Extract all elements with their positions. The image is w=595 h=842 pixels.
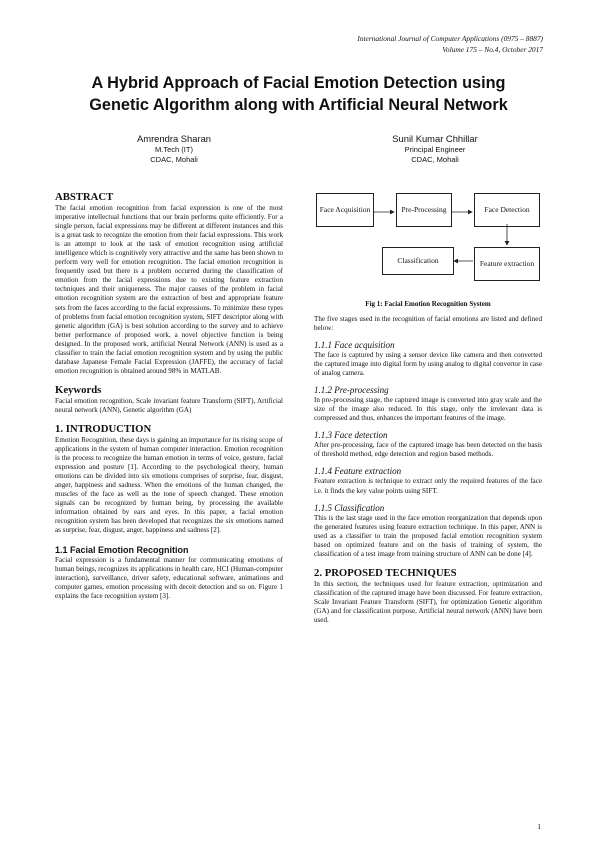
subsection-heading: 1.1.3 Face detection [314, 430, 388, 441]
subsection-heading: 1.1.4 Feature extraction [314, 466, 402, 477]
subsection-text: In pre-processing stage, the captured image is converted into gray scale and the size of the image also reduced. In this stage, only the irrelevant data is compressed and thus, enhances the important features of the image. [314, 396, 542, 423]
subsection-heading: 1.1.5 Classification [314, 502, 385, 513]
subsection-text: The face is captured by using a sensor device like camera and then converted the captured image into digital form by using analog to digital convertor in case of analog camera. [314, 351, 542, 378]
right-column [314, 301, 542, 625]
introduction-text: Emotion Recognition, these days is gaining an importance for its rising scope of applications in the system of human computer interaction. Emotion recognition is the process to recognize the human emotion in terms of voice, gesture, facial expression and posture [1]. According to the psychological theory, human emotions can be divided into six emotions comprises of surprise, fear, disgust, anger, happiness and sadness. When the emotions of the human changed, the muscles of the face as well as the tone of speech changed. These emotion signals can be recognized by human being, by processing the available information obtained by ears and eyes. In this paper, a facial emotion recognition system has been developed that recognizes the six emotions named as surprise, fear, disgust, anger, happiness and sadness [2]. [55, 435, 283, 535]
keywords-text: Facial emotion recognition, Scale invariant feature Transform (SIFT), Artificial neural network (ANN), Genetic algorithm (GA) [55, 396, 283, 414]
section-1-1-text: Facial expression is a fundamental manner for communicating emotions of human beings, recognizes its applications in health care, HCI (Human-computer interaction), surveillance, driver safety, educational software, animations and computer games, emotion processing with deceit detection and so on. Figure 1 explains the face recognition system [3]. [55, 555, 283, 600]
paper-title-line2: Genetic Algorithm along with Artificial Neural Network [89, 95, 508, 114]
journal-name: International Journal of Computer Applications (0975 – 8887) [357, 34, 543, 43]
figure-caption: Fig 1: Facial Emotion Recognition System [365, 300, 491, 308]
subsection-heading: 1.1.1 Face acquisition [314, 340, 395, 351]
section-1-1-heading: 1.1 Facial Emotion Recognition [55, 544, 189, 555]
preprocessing-box: Pre-Processing [396, 193, 452, 227]
author-name: Sunil Kumar Chhillar [392, 133, 478, 144]
left-column [55, 191, 283, 601]
abstract-heading: ABSTRACT [55, 191, 114, 203]
paper-title [46, 73, 551, 116]
stages-intro-text: The five stages used in the recognition of facial emotions are listed and defined below: [314, 315, 542, 333]
author-name: Amrendra Sharan [137, 133, 211, 144]
subsection-text: Feature extraction is technique to extract only the required features of the face i.e. it finds the key value points using SIFT. [314, 477, 542, 495]
introduction-heading: 1. INTRODUCTION [55, 422, 152, 435]
classification-box: Classification [382, 247, 454, 275]
author-title: Principal Engineer [404, 145, 466, 154]
journal-volume: Volume 175 – No.4, October 2017 [442, 44, 543, 54]
subsection-text: This is the last stage used in the face emotion reorganization that depends upon the generated features using feature extraction technique. In this paper, ANN is used as a classifier to train the proposed facial emotion recognition system based on optimized feature and on the basis of training of system, the classification of a test image from training structure of ANN can be done [4]. [314, 513, 542, 558]
author-title: M.Tech (IT) [155, 145, 193, 154]
page-number: 1 [537, 822, 541, 831]
feature-extraction-box: Feature extraction [474, 247, 540, 281]
subsection-heading: 1.1.2 Pre-processing [314, 385, 389, 396]
face-detection-box: Face Detection [474, 193, 540, 227]
abstract-text: The facial emotion recognition from facial expression is one of the most imperative intellectual functions that our brain performs quite efficiently. For a single person, facial expressions may be different at different instances and this is a great task to recognize the emotion from their facial expressions. This work is an attempt to look at the task of emotion recognition using artificial intelligence which is cognitively very attractive and the same has been shown to perform very well for emotion recognition. The facial emotion recognition is frequently used but there is a problem occurred during the classification of emotion from the facial expressions due to existing feature extraction techniques and their uniqueness. The major causes of the problem in facial emotion recognition system are the extraction of best and appropriate feature sets from the faces according to the facial expressions. To minimize these types of problems from facial emotion recognition system, SIFT descriptor along with genetic algorithm (GA) is best solution according to the survey and to achieve better performance of proposed work, a novel objective function is being designed. In the proposed work, artificial Neural Network (ANN) is used as a classifier to train the facial emotion recognition system and by using the public database Japanese Female Facial Expression (JAFFE), the accuracy of facial emotion recognition is obtained around 98% in MATLAB. [55, 204, 283, 375]
proposed-techniques-heading: 2. PROPOSED TECHNIQUES [314, 566, 457, 579]
face-acquisition-box: Face Acquisition [316, 193, 374, 227]
proposed-techniques-text: In this section, the techniques used for feature extraction, optimization and classification of the captured image have been discussed. For feature extraction, Scale Invariant Feature Transform (SIFT), for optimization Genetic algorithm (GA) and for classification purpose, Artificial neural network (ANN) have been used. [314, 579, 542, 624]
keywords-heading: Keywords [55, 383, 102, 396]
paper-title-line1: A Hybrid Approach of Facial Emotion Detection using [91, 74, 506, 92]
author-block-2 [325, 132, 545, 165]
author-affiliation: CDAC, Mohali [150, 155, 198, 165]
emotion-recognition-diagram [314, 189, 542, 289]
author-affiliation: CDAC, Mohali [411, 155, 459, 165]
journal-header [243, 34, 543, 55]
author-block-1 [64, 132, 284, 165]
subsection-text: After pre-processing, face of the captured image has been detected on the basis of threshold method, edge detection and region based methods. [314, 441, 542, 459]
